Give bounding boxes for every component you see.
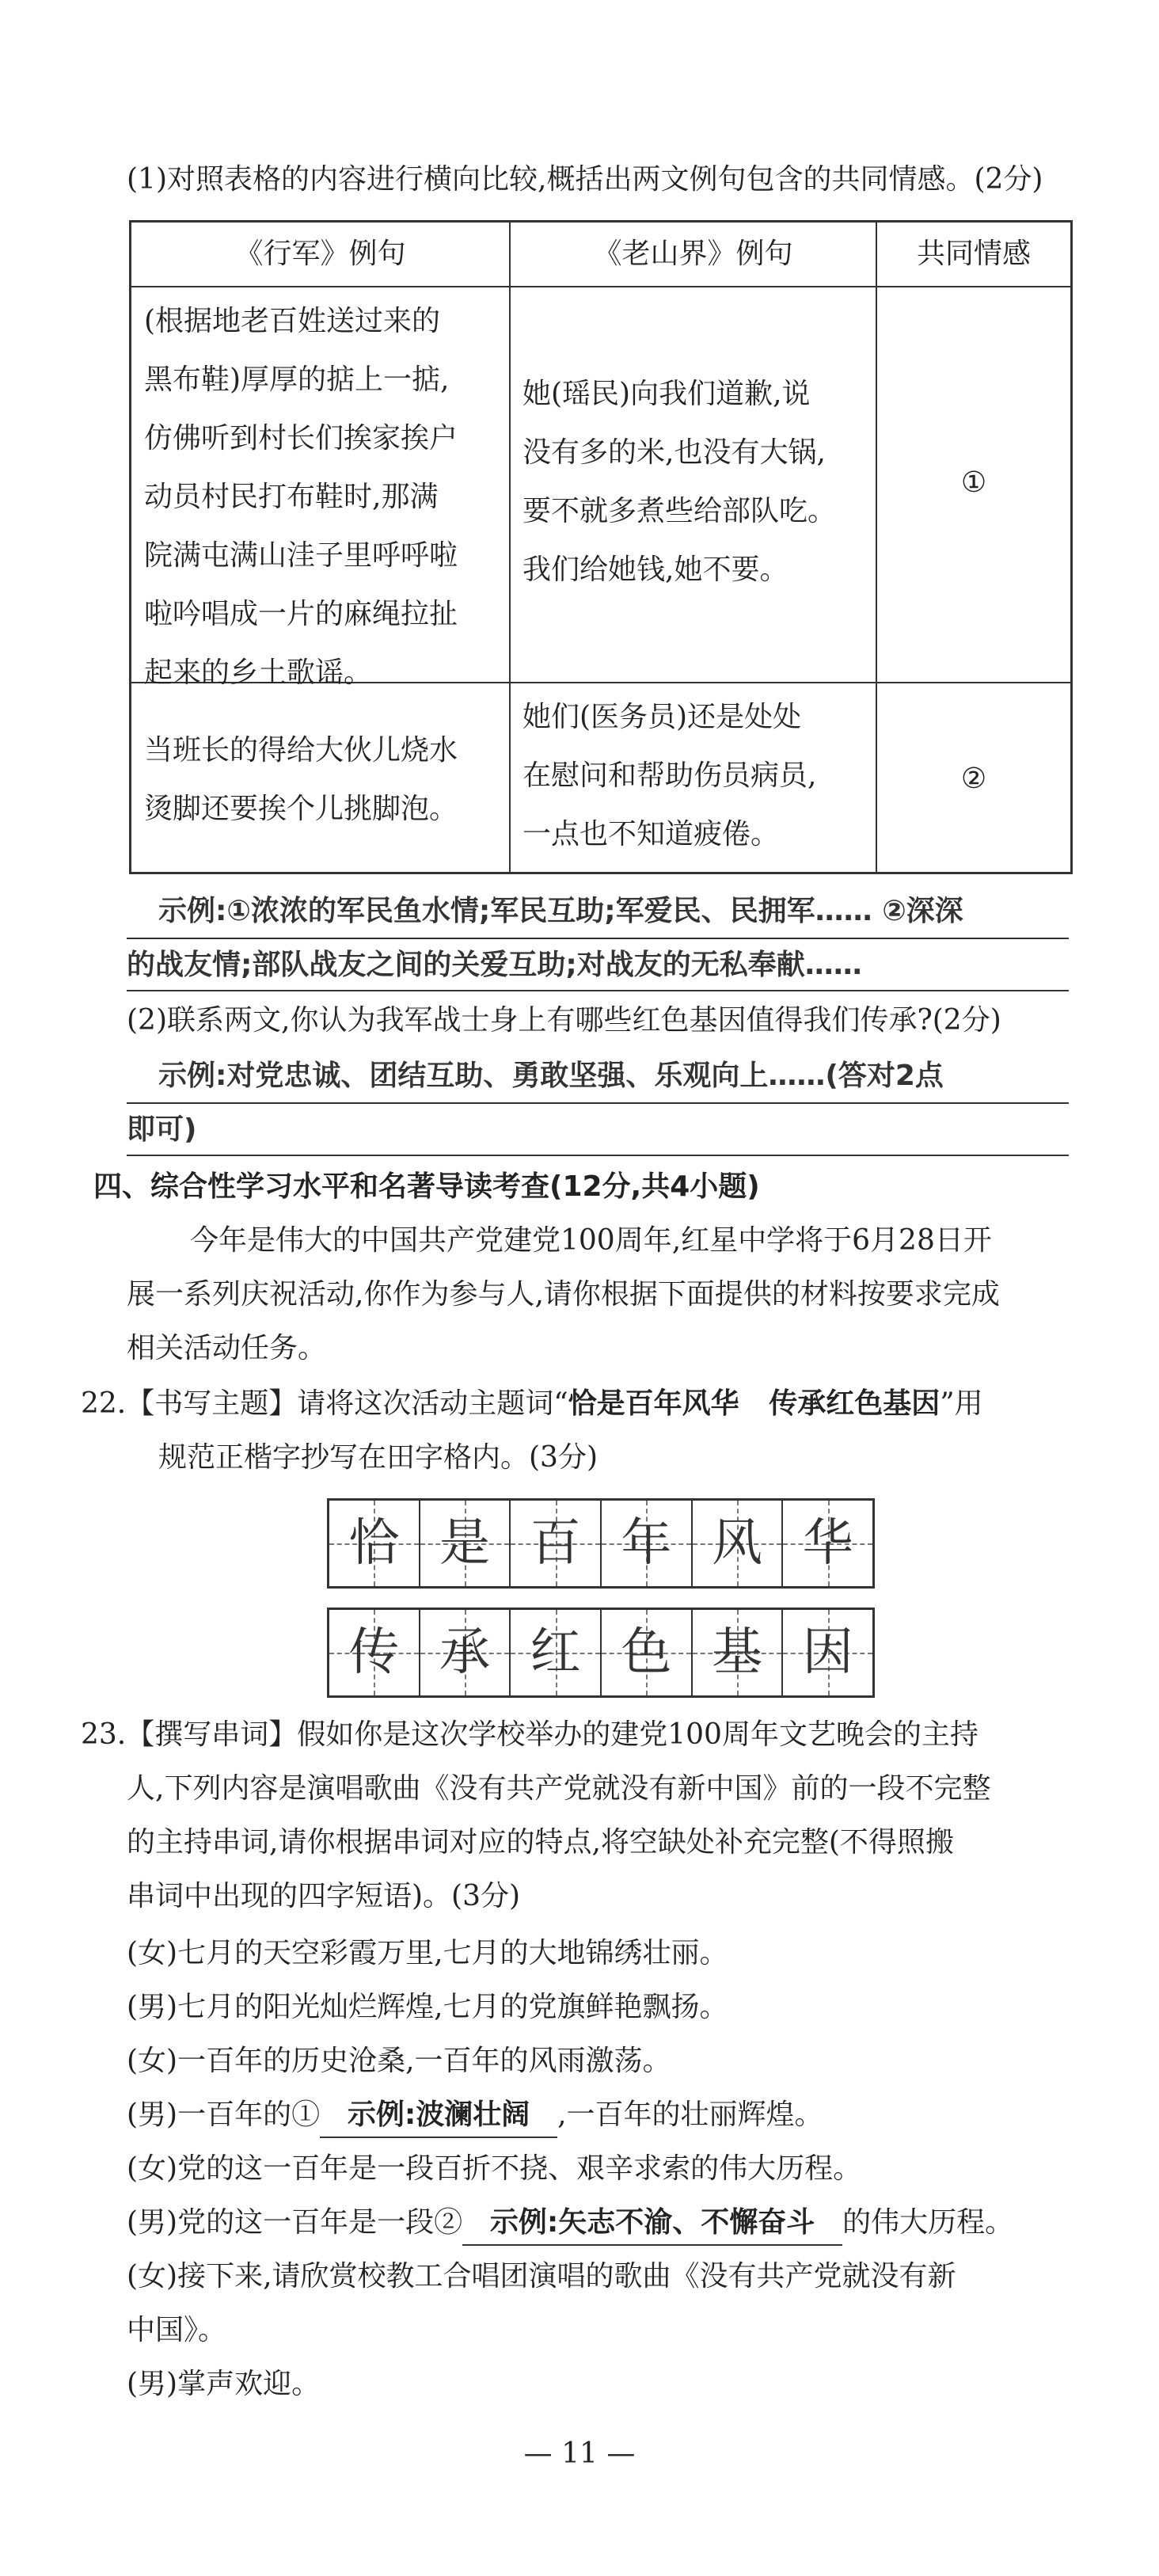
dialogue-line-3: (女)一百年的历史沧桑,一百年的风雨激荡。 <box>127 2045 671 2077</box>
row2-emotion-marker: ② <box>960 763 987 795</box>
tianzige-cell: 风 <box>693 1501 784 1586</box>
table-header-common-emotion: 共同情感 <box>916 238 1031 270</box>
dialogue-line-6: (男)党的这一百年是一段② 示例:矢志不渝、不懈奋斗 的伟大历程。 <box>127 2201 1013 2246</box>
row1-laoshanjie-text: 她(瑶民)向我们道歉,说 没有多的米,也没有大锅, 要不就多煮些给部队吃。 我们给她钱,她不要。 <box>522 378 837 586</box>
q1-prompt: (1)对照表格的内容进行横向比较,概括出两文例句包含的共同情感。(2分) <box>127 163 1043 196</box>
tianzige-cell: 恰 <box>329 1501 420 1586</box>
section4-intro-line1: 今年是伟大的中国共产党建党100周年,红星中学将于6月28日开 <box>190 1224 992 1257</box>
tianzige-cell: 承 <box>420 1610 511 1695</box>
q2-answer-line2: 即可) <box>127 1113 197 1146</box>
table-header-laoshanjie: 《老山界》例句 <box>593 238 793 270</box>
tianzige-cell: 基 <box>693 1610 784 1695</box>
tianzige-cell: 百 <box>511 1501 602 1586</box>
tianzige-cell: 色 <box>602 1610 693 1695</box>
tianzige-cell: 年 <box>602 1501 693 1586</box>
blank-1-answer: 示例:波澜壮阔 <box>320 2094 557 2138</box>
row2-laoshanjie-text: 她们(医务员)还是处处 在慰问和帮助伤员病员, 一点也不知道疲倦。 <box>522 701 817 850</box>
dialogue-line-7b: 中国》。 <box>127 2314 227 2346</box>
q22-prompt-line2: 规范正楷字抄写在田字格内。(3分) <box>158 1441 598 1474</box>
row1-xingjun-text: (根据地老百姓送过来的 黑布鞋)厚厚的掂上一掂, 仿佛听到村长们挨家挨户 动员村民打布鞋时,那满 院满屯满山洼子里呼呼啦 啦吟唱成一片的麻绳拉扯 起来的乡土歌谣。 <box>144 305 458 689</box>
q23-prompt-line4: 串词中出现的四字短语)。(3分) <box>127 1880 521 1912</box>
dialogue-line-8: (男)掌声欢迎。 <box>127 2368 321 2400</box>
section4-intro-line3: 相关活动任务。 <box>127 1332 327 1364</box>
tianzige-row1 <box>327 1498 875 1589</box>
row1-emotion-marker: ① <box>960 466 987 499</box>
q22-prompt-line1: 22.【书写主题】请将这次活动主题词“恰是百年风华 传承红色基因”用 <box>81 1387 983 1420</box>
q1-answer-line2: 的战友情;部队战友之间的关爱互助;对战友的无私奉献…… <box>127 949 862 981</box>
q1-answer-line1: 示例:①浓浓的军民鱼水情;军民互助;军爱民、民拥军…… ②深深 <box>158 895 963 927</box>
blank-2-answer: 示例:矢志不渝、不懈奋斗 <box>462 2201 842 2246</box>
table-header-xingjun: 《行军》例句 <box>234 238 406 270</box>
section4-title: 四、综合性学习水平和名著导读考查(12分,共4小题) <box>93 1170 760 1203</box>
tianzige-cell: 红 <box>511 1610 602 1695</box>
row2-xingjun-text: 当班长的得给大伙儿烧水 烫脚还要挨个儿挑脚泡。 <box>144 734 458 825</box>
page-number: — 11 — <box>523 2437 636 2470</box>
tianzige-cell: 因 <box>783 1610 872 1695</box>
dialogue-line-7a: (女)接下来,请欣赏校教工合唱团演唱的歌曲《没有共产党就没有新 <box>127 2260 956 2293</box>
q23-prompt-line2: 人,下列内容是演唱歌曲《没有共产党就没有新中国》前的一段不完整 <box>127 1772 991 1805</box>
dialogue-line-4: (男)一百年的① 示例:波澜壮阔 ,一百年的壮丽辉煌。 <box>127 2094 823 2138</box>
tianzige-cell: 华 <box>783 1501 872 1586</box>
dialogue-line-5: (女)党的这一百年是一段百折不挠、艰辛求索的伟大历程。 <box>127 2152 862 2185</box>
comparison-table <box>129 220 1073 874</box>
tianzige-cell: 传 <box>329 1610 420 1695</box>
section4-intro-line2: 展一系列庆祝活动,你作为参与人,请你根据下面提供的材料按要求完成 <box>127 1278 1000 1311</box>
tianzige-row2 <box>327 1608 875 1698</box>
q23-prompt-line1: 23.【撰写串词】假如你是这次学校举办的建党100周年文艺晚会的主持 <box>81 1718 978 1751</box>
q23-prompt-line3: 的主持串词,请你根据串词对应的特点,将空缺处补充完整(不得照搬 <box>127 1826 954 1859</box>
q2-prompt: (2)联系两文,你认为我军战士身上有哪些红色基因值得我们传承?(2分) <box>127 1004 1001 1037</box>
dialogue-line-1: (女)七月的天空彩霞万里,七月的大地锦绣壮丽。 <box>127 1937 728 1969</box>
dialogue-line-2: (男)七月的阳光灿烂辉煌,七月的党旗鲜艳飘扬。 <box>127 1991 728 2023</box>
q2-answer-line1: 示例:对党忠诚、团结互助、勇敢坚强、乐观向上……(答对2点 <box>158 1060 944 1092</box>
tianzige-cell: 是 <box>420 1501 511 1586</box>
